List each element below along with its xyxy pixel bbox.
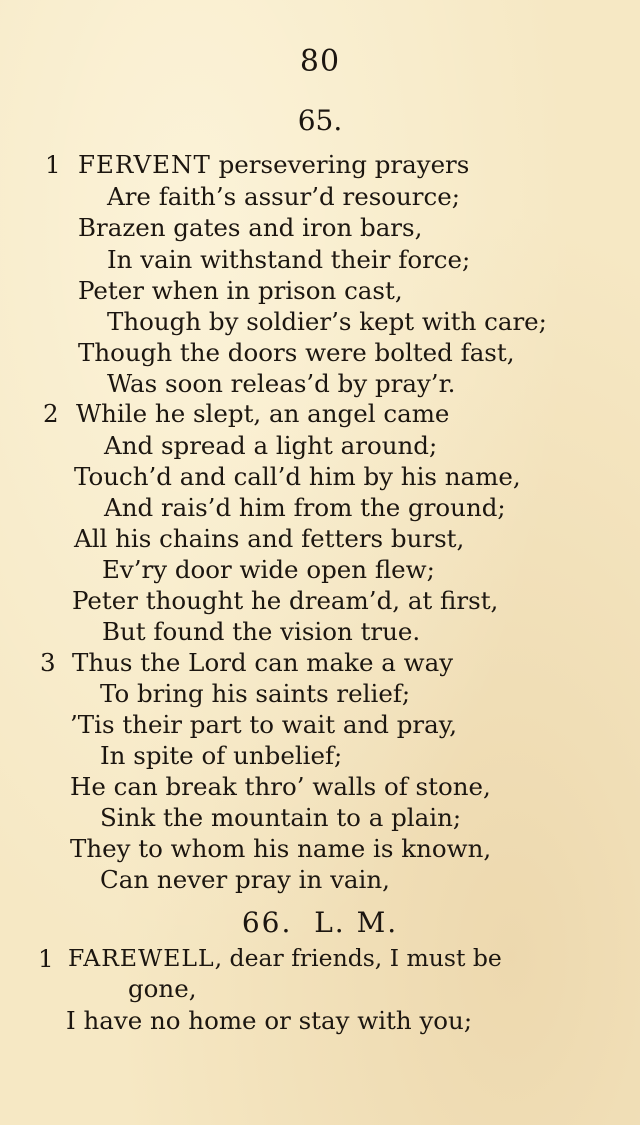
verse-lead-word: FERVENT — [78, 150, 211, 179]
page-number: 80 — [299, 44, 341, 79]
hymn-line: While he slept, an angel came — [76, 399, 450, 428]
verse-line-text: , dear friends, I must be — [214, 944, 502, 972]
verse-line-text: persevering prayers — [210, 150, 470, 179]
hymn-65-heading: 65. — [297, 104, 343, 137]
verse-lead-word: FAREWELL — [68, 944, 215, 972]
hymn-66-heading — [0, 906, 640, 939]
hymn-line: Touch’d and call’d him by his name, — [74, 462, 521, 491]
hymn-line: gone, — [128, 974, 197, 1003]
hymn-66-meter: L. M. — [314, 906, 399, 939]
hymn-line: He can break thro’ walls of stone, — [70, 772, 491, 801]
hymn-line: In vain withstand their force; — [107, 245, 471, 274]
hymn-line — [68, 944, 502, 972]
hymn-line: And spread a light around; — [104, 431, 438, 460]
hymn-line: To bring his saints relief; — [100, 679, 411, 708]
hymn-line: Can never pray in vain, — [100, 865, 390, 894]
verse-number: 3 — [40, 648, 56, 677]
hymn-line: Though the doors were bolted fast, — [78, 338, 515, 367]
hymn-line: Thus the Lord can make a way — [72, 648, 454, 677]
hymn-line: Was soon releas’d by pray’r. — [107, 369, 456, 398]
verse-number: 2 — [43, 399, 59, 428]
hymn-line: Ev’ry door wide open flew; — [102, 555, 435, 584]
hymn-line: ’Tis their part to wait and pray, — [70, 710, 458, 739]
hymn-line: Peter thought he dream’d, at first, — [72, 586, 499, 615]
hymn-line: Peter when in prison cast, — [78, 276, 403, 305]
hymn-line — [78, 150, 469, 179]
hymn-line: And rais’d him from the ground; — [104, 493, 506, 522]
hymn-66-number: 66. — [241, 906, 293, 939]
hymn-line: They to whom his name is known, — [70, 834, 492, 863]
hymn-line: But found the vision true. — [102, 617, 421, 646]
hymn-line: Though by soldier’s kept with care; — [107, 307, 547, 336]
verse-number: 1 — [38, 944, 54, 973]
hymn-line: I have no home or stay with you; — [66, 1006, 473, 1035]
verse-number: 1 — [45, 150, 61, 179]
hymn-line: Sink the mountain to a plain; — [100, 803, 462, 832]
hymn-line: All his chains and fetters burst, — [74, 524, 465, 553]
hymn-line: In spite of unbelief; — [100, 741, 343, 770]
hymn-line: Brazen gates and iron bars, — [78, 213, 423, 242]
hymn-line: Are faith’s assur’d resource; — [107, 182, 460, 211]
